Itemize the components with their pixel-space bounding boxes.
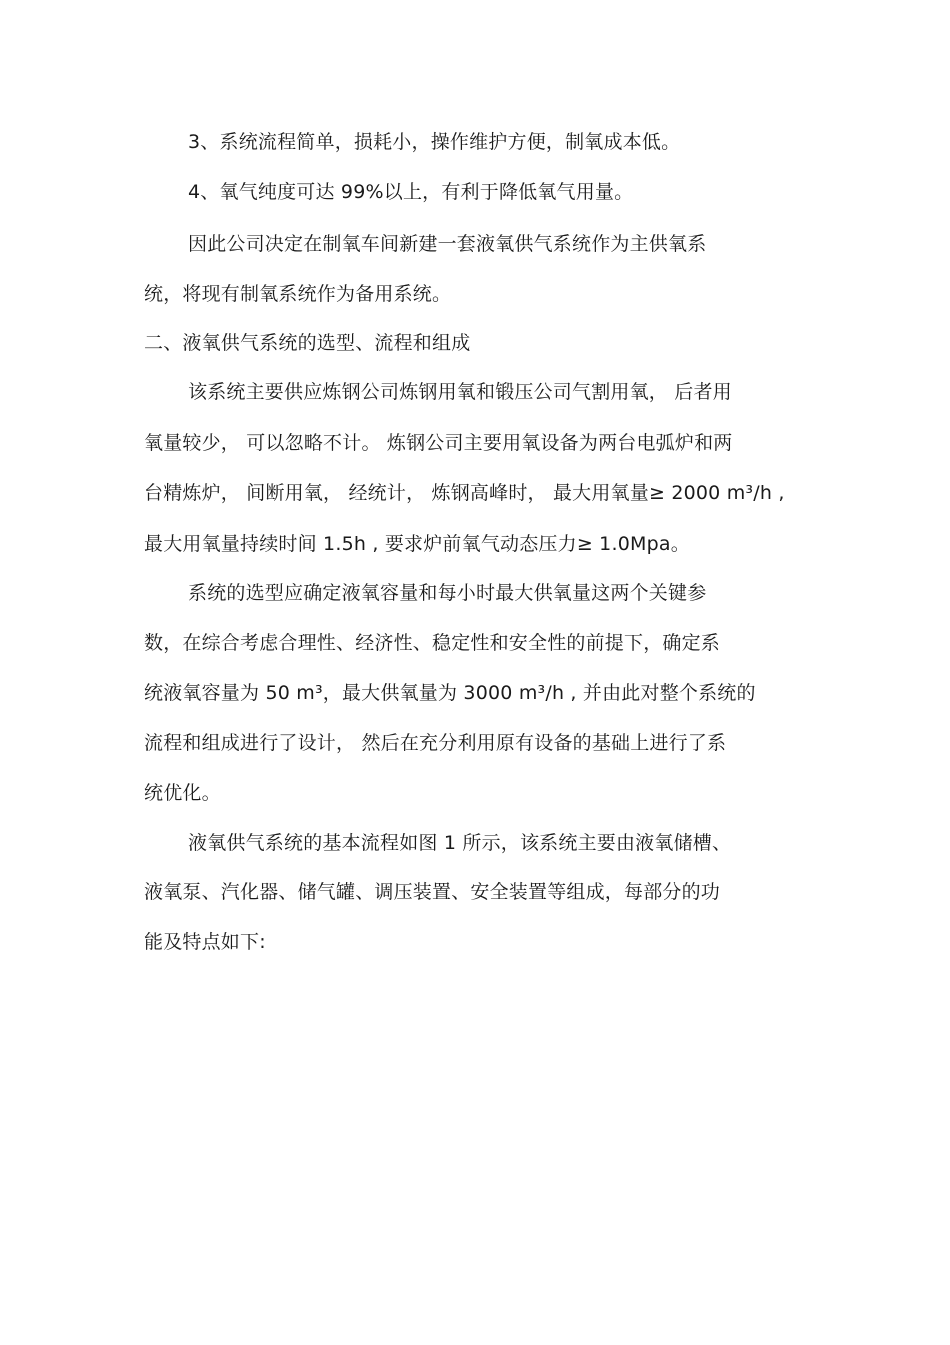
paragraph-line: 统，将现有制氧系统作为备用系统。 bbox=[144, 283, 452, 305]
paragraph-line: 最大用氧量持续时间 1.5h , 要求炉前氧气动态压力≥ 1.0Mpa。 bbox=[144, 533, 690, 555]
list-item-3: 3、系统流程简单，损耗小，操作维护方便，制氧成本低。 bbox=[188, 131, 681, 153]
paragraph-line: 液氧泵、汽化器、储气罐、调压装置、安全装置等组成，每部分的功 bbox=[144, 881, 721, 903]
paragraph-line: 因此公司决定在制氧车间新建一套液氧供气系统作为主供氧系 bbox=[188, 233, 707, 255]
list-item-4: 4、氧气纯度可达 99%以上，有利于降低氧气用量。 bbox=[188, 181, 634, 203]
paragraph-line: 该系统主要供应炼钢公司炼钢用氧和锻压公司气割用氧， 后者用 bbox=[188, 381, 732, 403]
section-heading: 二、液氧供气系统的选型、流程和组成 bbox=[144, 332, 471, 354]
paragraph-line: 台精炼炉， 间断用氧， 经统计， 炼钢高峰时， 最大用氧量≥ 2000 m³/h , bbox=[144, 482, 785, 504]
paragraph-line: 能及特点如下: bbox=[144, 931, 266, 953]
paragraph-line: 液氧供气系统的基本流程如图 1 所示，该系统主要由液氧储槽、 bbox=[188, 832, 732, 854]
paragraph-line: 系统的选型应确定液氧容量和每小时最大供氧量这两个关键参 bbox=[188, 582, 707, 604]
paragraph-line: 统液氧容量为 50 m³，最大供氧量为 3000 m³/h , 并由此对整个系统的 bbox=[144, 682, 756, 704]
paragraph-line: 氧量较少， 可以忽略不计。 炼钢公司主要用氧设备为两台电弧炉和两 bbox=[144, 432, 733, 454]
paragraph-line: 数，在综合考虑合理性、经济性、稳定性和安全性的前提下，确定系 bbox=[144, 632, 721, 654]
paragraph-line: 统优化。 bbox=[144, 782, 221, 804]
paragraph-line: 流程和组成进行了设计， 然后在充分利用原有设备的基础上进行了系 bbox=[144, 732, 727, 754]
